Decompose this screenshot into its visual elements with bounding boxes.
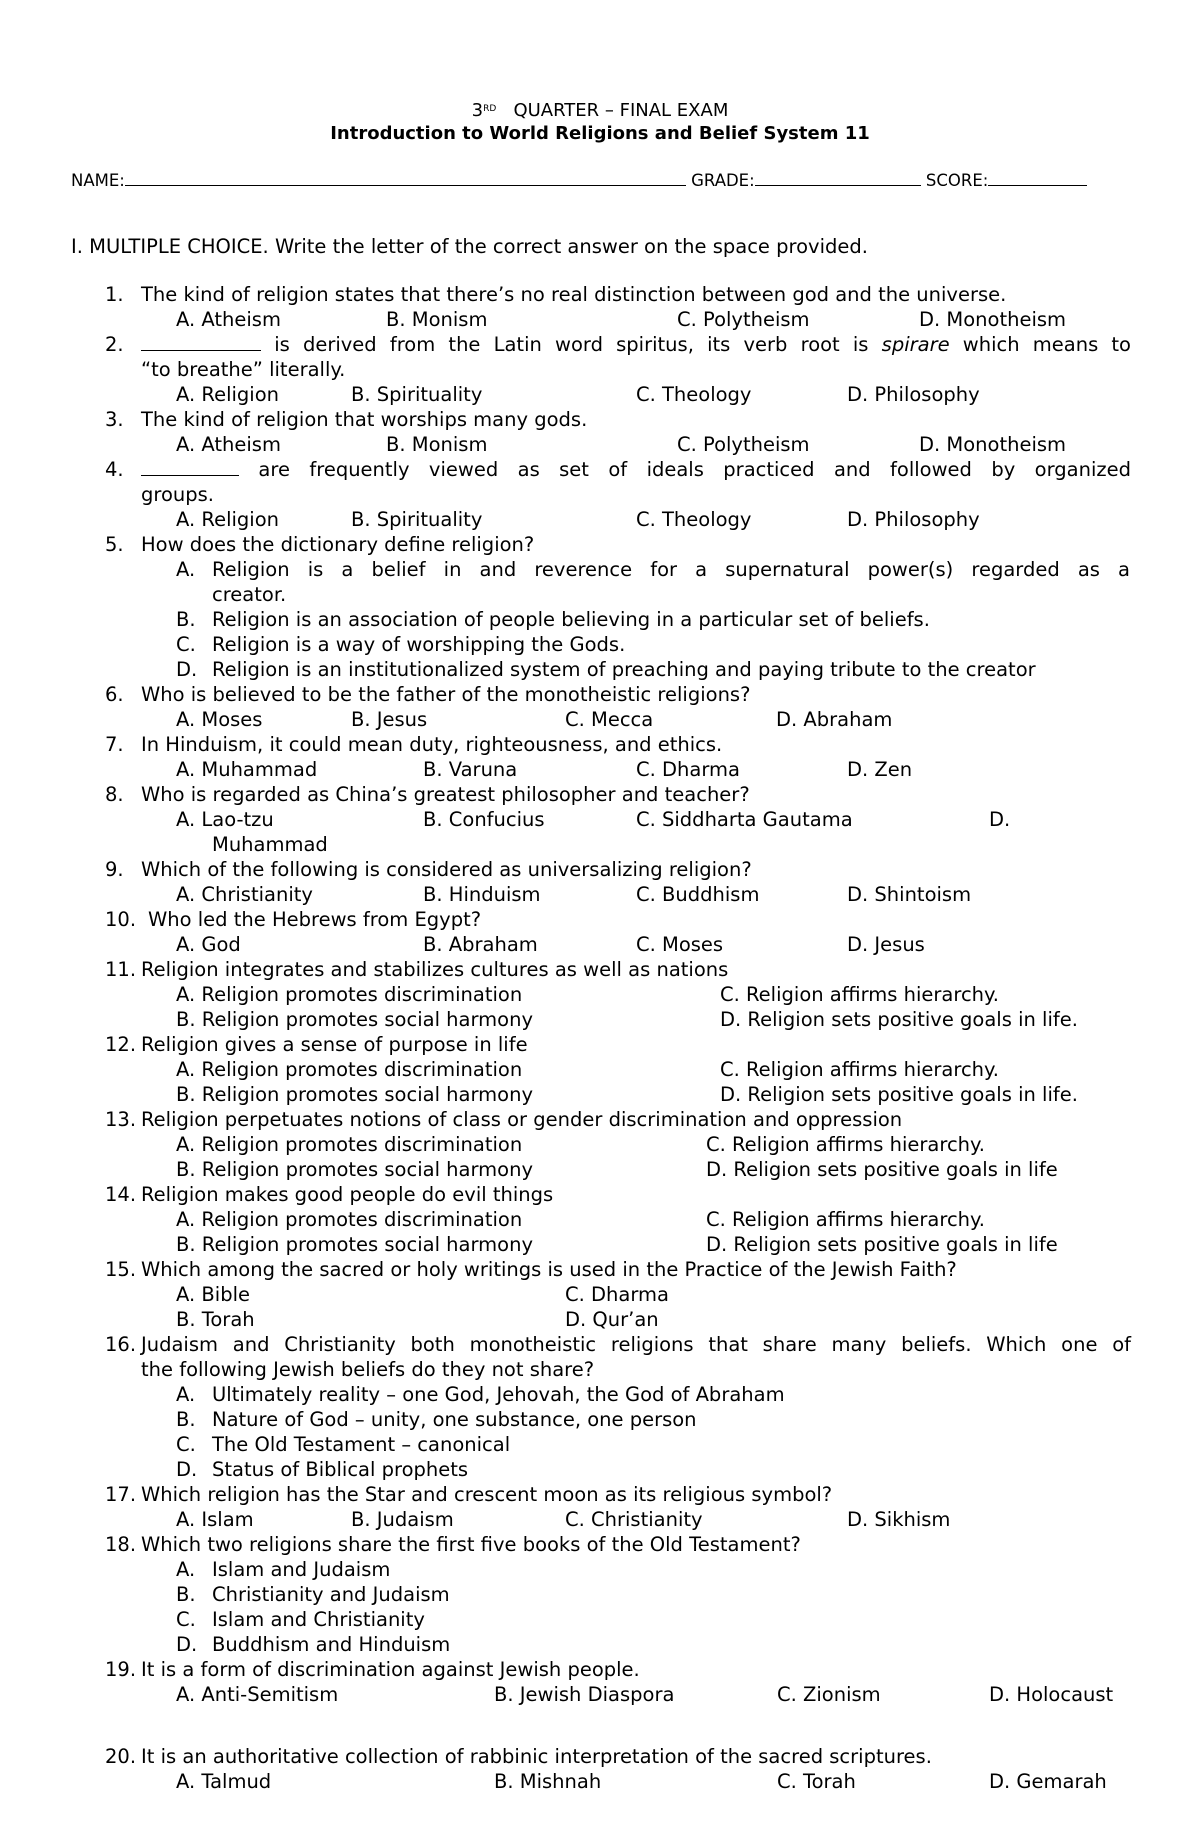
question-number: 4. [105, 458, 124, 481]
option-b[interactable]: B. Religion promotes social harmony [176, 1233, 533, 1256]
question-number: 17. [105, 1483, 137, 1506]
question-number: 6. [105, 683, 124, 706]
option-a[interactable]: A. Anti-Semitism [176, 1683, 339, 1706]
question-text: Who led the Hebrews from Egypt? [148, 908, 482, 931]
option-a[interactable]: A. Talmud [176, 1770, 272, 1793]
option-c[interactable]: C. Religion affirms hierarchy. [720, 983, 999, 1006]
option-text: Religion is a way of worshipping the Gods. [212, 633, 626, 656]
question-number: 16. [105, 1333, 137, 1356]
exam-title-text: QUARTER – FINAL EXAM [513, 100, 729, 121]
option-d[interactable]: D. Religion sets positive goals in life. [720, 1083, 1078, 1106]
option-a[interactable]: A. Atheism [176, 433, 281, 456]
option-text: Islam and Christianity [212, 1608, 425, 1631]
option-d[interactable]: D. Zen [847, 758, 913, 781]
option-d[interactable]: D. Abraham [776, 708, 893, 731]
option-b[interactable]: B. Spirituality [351, 508, 483, 531]
option-label: B. [176, 1408, 196, 1431]
option-c[interactable]: C. Mecca [565, 708, 654, 731]
option-text: Ultimately reality – one God, Jehovah, the God of Abraham [212, 1383, 785, 1406]
option-text: Status of Biblical prophets [212, 1458, 469, 1481]
score-label: SCORE: [925, 171, 989, 190]
option-label: B. [176, 608, 196, 631]
option-text: Religion is an institutionalized system of preaching and paying tribute to the creator [212, 658, 1036, 681]
question-number: 8. [105, 783, 124, 806]
option-label: A. [176, 558, 196, 581]
option-c[interactable]: C. Buddhism [636, 883, 760, 906]
section-instructions: I. MULTIPLE CHOICE. Write the letter of the correct answer on the space provided. [71, 235, 868, 258]
question-text: The kind of religion that worships many gods. [141, 408, 588, 431]
option-a[interactable]: A. God [176, 933, 241, 956]
option-b[interactable]: B. Torah [176, 1308, 255, 1331]
question-text: It is a form of discrimination against Jewish people. [141, 1658, 640, 1681]
question-number: 11. [105, 958, 137, 981]
option-d[interactable]: D. Philosophy [847, 383, 980, 406]
option-label: D. [176, 1633, 198, 1656]
option-a[interactable]: A. Religion [176, 383, 279, 406]
option-b[interactable]: B. Varuna [423, 758, 518, 781]
question-number: 14. [105, 1183, 137, 1206]
option-d[interactable]: D. [989, 808, 1011, 831]
option-b[interactable]: B. Monism [386, 433, 488, 456]
option-d[interactable]: D. Religion sets positive goals in life. [720, 1008, 1078, 1031]
question-number: 1. [105, 283, 124, 306]
option-c[interactable]: C. Polytheism [677, 433, 810, 456]
answer-blank[interactable] [141, 457, 239, 476]
option-b[interactable]: B. Spirituality [351, 383, 483, 406]
option-a[interactable]: A. Religion promotes discrimination [176, 1058, 523, 1081]
question-number: 5. [105, 533, 124, 556]
question-text: Religion makes good people do evil things [141, 1183, 554, 1206]
question-text: Judaism and Christianity both monotheistic religions that share many beliefs. Which one of [141, 1333, 1131, 1356]
option-b[interactable]: B. Confucius [423, 808, 545, 831]
option-b[interactable]: B. Jewish Diaspora [494, 1683, 675, 1706]
question-text: Which religion has the Star and crescent moon as its religious symbol? [141, 1483, 833, 1506]
option-c[interactable]: C. Dharma [636, 758, 740, 781]
option-text: Nature of God – unity, one substance, one person [212, 1408, 697, 1431]
option-text: Christianity and Judaism [212, 1583, 450, 1606]
option-c[interactable]: C. Religion affirms hierarchy. [706, 1208, 985, 1231]
option-c[interactable]: C. Dharma [565, 1283, 669, 1306]
option-d[interactable]: D. Religion sets positive goals in life [706, 1158, 1058, 1181]
option-a[interactable]: A. Bible [176, 1283, 250, 1306]
question-number: 19. [105, 1658, 137, 1681]
option-c[interactable]: C. Zionism [777, 1683, 881, 1706]
option-a[interactable]: A. Religion promotes discrimination [176, 983, 523, 1006]
option-c[interactable]: C. Torah [777, 1770, 856, 1793]
option-c[interactable]: C. Moses [636, 933, 724, 956]
option-b[interactable]: B. Jesus [351, 708, 428, 731]
subject-title: Introduction to World Religions and Belief System 11 [330, 123, 870, 144]
option-a[interactable]: A. Religion [176, 508, 279, 531]
quarter-superscript: RD [483, 104, 497, 114]
question-text: Which two religions share the first five books of the Old Testament? [141, 1533, 801, 1556]
option-b[interactable]: B. Judaism [351, 1508, 454, 1531]
option-a[interactable]: A. Muhammad [176, 758, 318, 781]
option-text: The Old Testament – canonical [212, 1433, 511, 1456]
question-number: 7. [105, 733, 124, 756]
option-d[interactable]: D. Gemarah [989, 1770, 1107, 1793]
option-text: Buddhism and Hinduism [212, 1633, 451, 1656]
option-c[interactable]: C. Polytheism [677, 308, 810, 331]
question-text: In Hinduism, it could mean duty, righteousness, and ethics. [141, 733, 723, 756]
option-b[interactable]: B. Mishnah [494, 1770, 602, 1793]
question-text: are frequently viewed as set of ideals practiced and followed by organized [141, 457, 1131, 482]
score-blank[interactable] [988, 168, 1087, 186]
option-b[interactable]: B. Hinduism [423, 883, 541, 906]
question-number: 13. [105, 1108, 137, 1131]
grade-label: GRADE: [691, 171, 755, 190]
option-c[interactable]: C. Religion affirms hierarchy. [720, 1058, 999, 1081]
option-d[interactable]: D. Religion sets positive goals in life [706, 1233, 1058, 1256]
question-text: It is an authoritative collection of rabbinic interpretation of the sacred scriptures. [141, 1745, 932, 1768]
answer-blank[interactable] [141, 332, 261, 351]
option-label: B. [176, 1583, 196, 1606]
emphasized-term: spirare [881, 333, 950, 356]
option-a[interactable]: A. Christianity [176, 883, 313, 906]
question-number: 3. [105, 408, 124, 431]
option-a[interactable]: A. Religion promotes discrimination [176, 1133, 523, 1156]
option-label: C. [176, 1608, 196, 1631]
option-d[interactable]: D. Jesus [847, 933, 925, 956]
option-d[interactable]: D. Holocaust [989, 1683, 1114, 1706]
grade-blank[interactable] [755, 168, 921, 186]
option-text: Religion is a belief in and reverence for a supernatural power(s) regarded as a [212, 558, 1130, 581]
question-text: The kind of religion states that there’s no real distinction between god and the universe. [141, 283, 1007, 306]
option-b[interactable]: B. Abraham [423, 933, 538, 956]
option-d[interactable]: D. Philosophy [847, 508, 980, 531]
option-b[interactable]: B. Religion promotes social harmony [176, 1158, 533, 1181]
option-label: D. [176, 658, 198, 681]
exam-title [0, 100, 1200, 122]
question-text: Religion perpetuates notions of class or gender discrimination and oppression [141, 1108, 903, 1131]
option-text: Islam and Judaism [212, 1558, 391, 1581]
option-d[interactable]: D. Sikhism [847, 1508, 951, 1531]
option-c[interactable]: C. Religion affirms hierarchy. [706, 1133, 985, 1156]
option-text: Religion is an association of people believing in a particular set of beliefs. [212, 608, 930, 631]
name-label: NAME: [71, 171, 125, 190]
option-a[interactable]: A. Atheism [176, 308, 281, 331]
option-d[interactable]: D. Monotheism [919, 308, 1067, 331]
question-text: Religion integrates and stabilizes cultures as well as nations [141, 958, 729, 981]
option-d[interactable]: D. Qur’an [565, 1308, 659, 1331]
option-a[interactable]: A. Islam [176, 1508, 254, 1531]
option-b[interactable]: B. Religion promotes social harmony [176, 1008, 533, 1031]
question-number: 12. [105, 1033, 137, 1056]
student-info-line [71, 168, 1087, 192]
question-number: 15. [105, 1258, 137, 1281]
question-number: 20. [105, 1745, 137, 1768]
question-number: 2. [105, 333, 124, 356]
option-a[interactable]: A. Moses [176, 708, 263, 731]
option-label: A. [176, 1558, 196, 1581]
option-d[interactable]: D. Shintoism [847, 883, 972, 906]
name-blank[interactable] [125, 168, 686, 186]
question-text: How does the dictionary define religion? [141, 533, 535, 556]
option-a[interactable]: A. Lao-tzu [176, 808, 274, 831]
option-label: C. [176, 633, 196, 656]
question-number: 18. [105, 1533, 137, 1556]
option-label: A. [176, 1383, 196, 1406]
question-text: is derived from the Latin word spiritus, its verb root is spirare which means to [141, 332, 1131, 357]
option-c[interactable]: C. Christianity [565, 1508, 703, 1531]
question-number: 9. [105, 858, 124, 881]
option-label: C. [176, 1433, 196, 1456]
option-c[interactable]: C. Theology [636, 383, 752, 406]
option-c[interactable]: C. Theology [636, 508, 752, 531]
question-text: Which of the following is considered as universalizing religion? [141, 858, 752, 881]
question-number: 10. [105, 908, 137, 931]
option-b[interactable]: B. Religion promotes social harmony [176, 1083, 533, 1106]
option-a[interactable]: A. Religion promotes discrimination [176, 1208, 523, 1231]
option-b[interactable]: B. Monism [386, 308, 488, 331]
quarter-number: 3 [471, 100, 484, 121]
question-text: Who is believed to be the father of the monotheistic religions? [141, 683, 751, 706]
question-text: Religion gives a sense of purpose in life [141, 1033, 528, 1056]
question-text: Who is regarded as China’s greatest philosopher and teacher? [141, 783, 750, 806]
option-c[interactable]: C. Siddharta Gautama [636, 808, 853, 831]
question-text: Which among the sacred or holy writings is used in the Practice of the Jewish Faith? [141, 1258, 957, 1281]
option-label: D. [176, 1458, 198, 1481]
option-d[interactable]: D. Monotheism [919, 433, 1067, 456]
